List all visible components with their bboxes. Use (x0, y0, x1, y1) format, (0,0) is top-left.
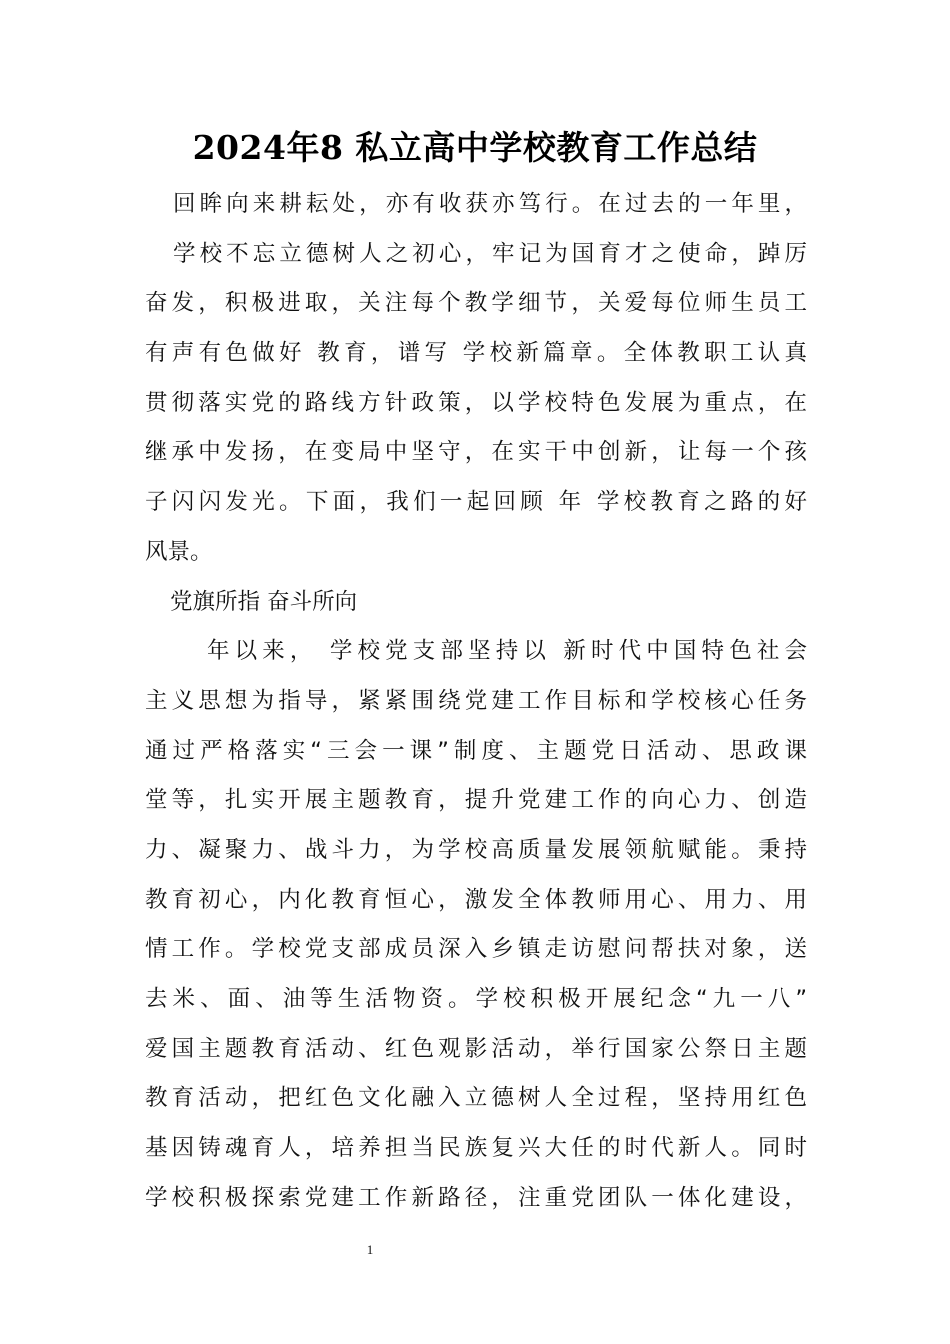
paragraph-2-line-1: 年以来， 学校党支部坚持以 新时代中国特色社会 (207, 638, 807, 665)
page-number: 1 (366, 1242, 374, 1257)
paragraph-1-line-6: 继承中发扬，在变局中坚守，在实干中创新，让每一个孩 (145, 439, 807, 466)
paragraph-1-line-3: 奋发，积极进取，关注每个教学细节，关爱每位师生员工 (145, 290, 807, 317)
paragraph-2-line-10: 教育活动，把红色文化融入立德树人全过程，坚持用红色 (145, 1085, 807, 1112)
document-title: 2024年8 私立高中学校教育工作总结 (192, 128, 758, 167)
paragraph-1-line-7: 子闪闪发光。下面，我们一起回顾 年 学校教育之路的好 (145, 489, 807, 516)
paragraph-1-line-8: 风景。 (145, 538, 213, 565)
paragraph-1-line-1: 回眸向来耕耘处，亦有收获亦笃行。在过去的一年里， (173, 191, 807, 217)
paragraph-2-line-11: 基因铸魂育人，培养担当民族复兴大任的时代新人。同时 (145, 1135, 807, 1162)
paragraph-2-line-7: 情工作。学校党支部成员深入乡镇走访慰问帮扶对象，送 (145, 936, 807, 963)
paragraph-2-line-2: 主义思想为指导，紧紧围绕党建工作目标和学校核心任务 (145, 687, 807, 714)
section-heading: 党旗所指 奋斗所向 (170, 588, 358, 615)
paragraph-1-line-5: 贯彻落实党的路线方针政策，以学校特色发展为重点，在 (145, 389, 807, 416)
paragraph-2-line-4: 堂等，扎实开展主题教育，提升党建工作的向心力、创造 (145, 787, 807, 814)
paragraph-2-line-3: 通过严格落实“三会一课”制度、主题党日活动、思政课 (145, 737, 807, 764)
document-body (145, 180, 807, 1223)
paragraph-2-line-9: 爱国主题教育活动、红色观影活动，举行国家公祭日主题 (145, 1035, 807, 1062)
paragraph-1-line-2: 学校不忘立德树人之初心，牢记为国育才之使命，踔厉 (173, 240, 807, 267)
paragraph-2-line-5: 力、凝聚力、战斗力，为学校高质量发展领航赋能。秉持 (145, 836, 807, 863)
paragraph-1-line-4: 有声有色做好 教育，谱写 学校新篇章。全体教职工认真 (145, 340, 807, 367)
paragraph-2-line-6: 教育初心，内化教育恒心，激发全体教师用心、用力、用 (145, 886, 807, 913)
paragraph-2-line-12: 学校积极探索党建工作新路径，注重党团队一体化建设， (145, 1184, 807, 1211)
paragraph-2-line-8: 去米、面、油等生活物资。学校积极开展纪念“九一八” (145, 986, 807, 1012)
